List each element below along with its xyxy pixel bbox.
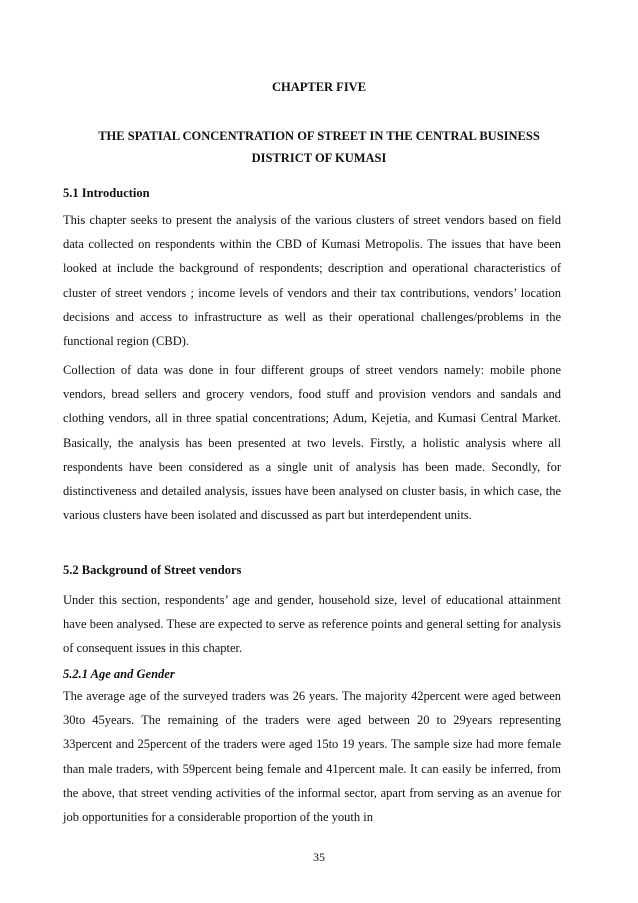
chapter-heading: CHAPTER FIVE [271, 80, 367, 94]
page-number: 35 [313, 850, 325, 864]
chapter-title [70, 125, 568, 169]
section-5-2-1-paragraph: The average age of the surveyed traders was 26 years. The majority 42percent were aged between 30to 45years. The remaining of the traders were aged between 20 to 29years representing 33percent and 25percent of the traders were aged 15to 19 years. The sample size had more female than male traders, with 59percent being female and 41percent male. It can easily be inferred, from the above, that street vending activities of the informal sector, apart from serving as an avenue for job opportunities for a considerable proportion of the youth in [63, 689, 561, 825]
section-5-2-1-heading: 5.2.1 Age and Gender [63, 667, 175, 681]
section-5-1-paragraph-1: This chapter seeks to present the analysis of the various clusters of street vendors based on field data collected on respondents within the CBD of Kumasi Metropolis. The issues that have been looked at include the background of respondents; description and operational characteristics of cluster of street vendors ; income levels of vendors and their tax contributions, vendors’ location decisions and access to infrastructure as well as their operational challenges/problems in the functional region (CBD). [63, 213, 561, 349]
section-5-2-paragraph: Under this section, respondents’ age and gender, household size, level of educational attainment have been analysed. These are expected to serve as reference points and general setting for analysis of consequent issues in this chapter. [63, 593, 561, 656]
section-5-2-heading: 5.2 Background of Street vendors [63, 563, 242, 577]
chapter-title-line-2: DISTRICT OF KUMASI [251, 151, 387, 165]
chapter-title-line-1: THE SPATIAL CONCENTRATION OF STREET IN THE CENTRAL BUSINESS [98, 129, 540, 143]
section-5-1-heading: 5.1 Introduction [63, 186, 150, 200]
section-5-1-paragraph-2: Collection of data was done in four different groups of street vendors namely: mobile phone vendors, bread sellers and grocery vendors, food stuff and provision vendors and sandals and clothing vendors, all in three spatial concentrations; Adum, Kejetia, and Kumasi Central Market. Basically, the analysis has been presented at two levels. Firstly, a holistic analysis where all respondents have been considered as a single unit of analysis has been made. Secondly, for distinctiveness and detailed analysis, issues have been analysed on cluster basis, in which case, the various clusters have been isolated and discussed as part but interdependent units. [63, 363, 561, 523]
